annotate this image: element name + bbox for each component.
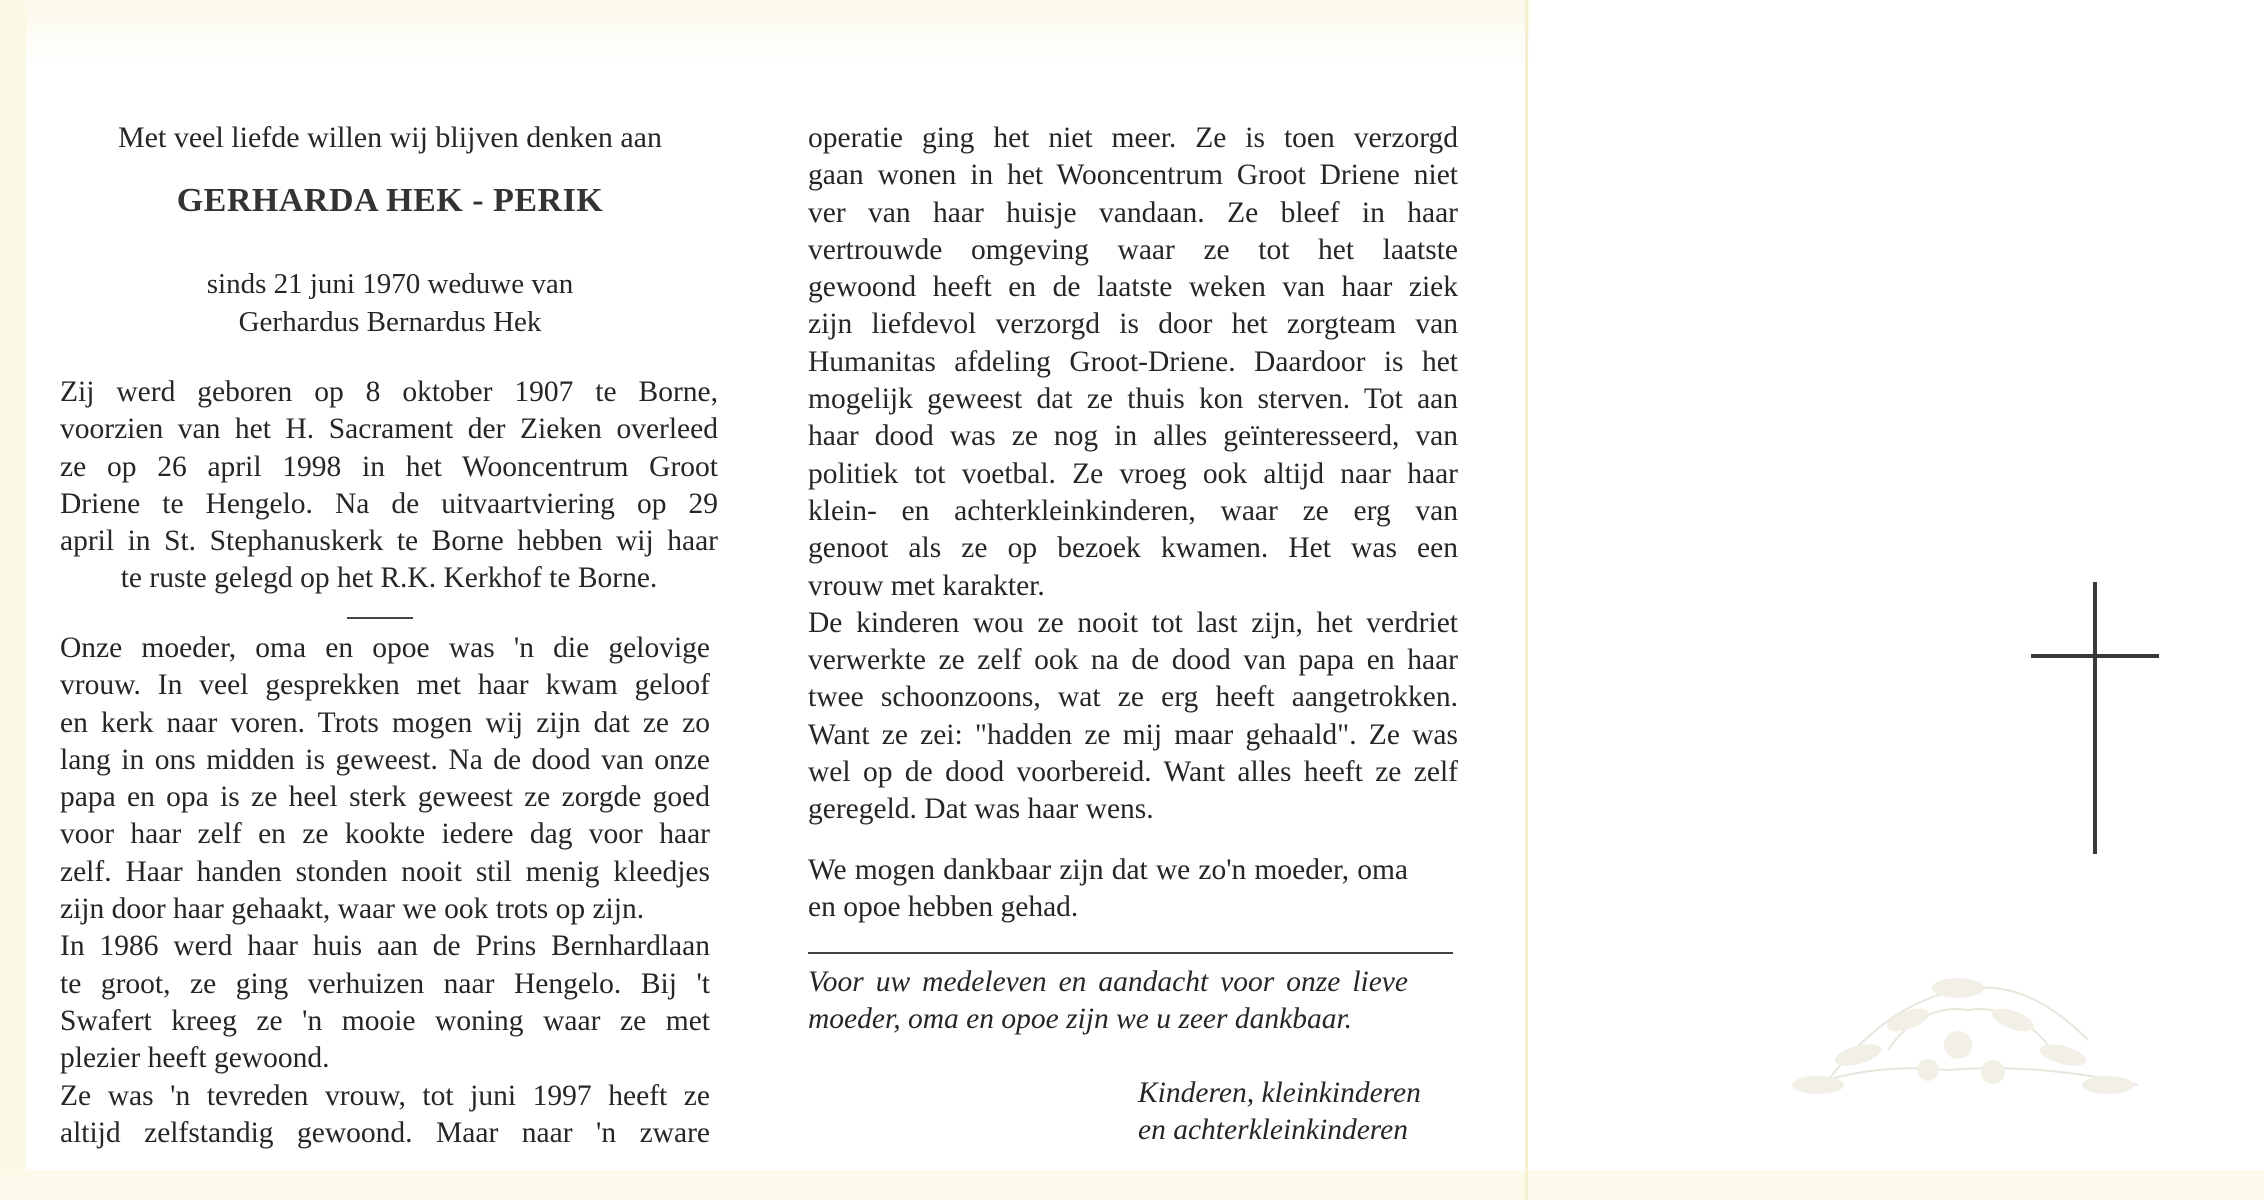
paper-edge-left xyxy=(0,0,26,1200)
text-line: zijn liefdevol verzorgd is door het zorgteam van xyxy=(808,308,1458,341)
flower-embossing-icon xyxy=(1708,880,2208,1120)
text-line: vrouw. In veel gesprekken met haar kwam geloof xyxy=(60,669,710,702)
text-line: moeder, oma en opoe zijn we u zeer dankbaar. xyxy=(808,1003,1353,1035)
family-signature xyxy=(1138,1075,1468,1149)
text-line: Ze was 'n tevreden vrouw, tot juni 1997 heeft ze xyxy=(60,1079,710,1112)
text-line: en opoe hebben gehad. xyxy=(808,891,1079,924)
text-line: ze op 26 april 1998 in het Wooncentrum Groot xyxy=(60,450,718,483)
section-divider xyxy=(347,617,413,619)
text-line: Zij werd geboren op 8 oktober 1907 te Borne, xyxy=(60,376,718,408)
closing-paragraph xyxy=(808,852,1408,927)
text-line: voorzien van het H. Sacrament der Zieken overleed xyxy=(60,413,718,446)
widow-info xyxy=(60,265,720,341)
text-line: mogelijk geweest dat ze thuis kon sterven. Tot aan xyxy=(808,383,1458,416)
text-line: verwerkte ze zelf ook na de dood van papa en haar xyxy=(808,644,1458,677)
cover-panel xyxy=(1528,0,2264,1200)
text-line: lang in ons midden is geweest. Na de dood van onze xyxy=(60,743,710,776)
text-line: genoot als ze op bezoek kwamen. Het was een xyxy=(808,532,1458,565)
signature-divider xyxy=(808,952,1453,954)
deceased-name: GERHARDA HEK - PERIK xyxy=(176,182,604,219)
text-line: We mogen dankbaar zijn dat we zo'n moeder, oma xyxy=(808,854,1408,886)
text-line: gewoond heeft en de laatste weken van haar ziek xyxy=(808,271,1458,304)
text-line: De kinderen wou ze nooit tot last zijn, het verdriet xyxy=(808,606,1458,639)
text-line: vertrouwde omgeving waar ze tot het laatste xyxy=(808,233,1458,266)
text-line: Voor uw medeleven en aandacht voor onze lieve xyxy=(808,966,1408,998)
text-line: In 1986 werd haar huis aan de Prins Bernhardlaan xyxy=(60,930,710,963)
birth-death-paragraph xyxy=(60,374,718,598)
widow-line: sinds 21 juni 1970 weduwe van xyxy=(206,268,574,300)
text-line: haar dood was ze nog in alles geïnteresseerd, van xyxy=(808,420,1458,453)
cross-icon-bar xyxy=(2031,654,2159,658)
text-line: operatie ging het niet meer. Ze is toen verzorgd xyxy=(808,122,1458,154)
text-line: te groot, ze ging verhuizen naar Hengelo. Bij 't xyxy=(60,967,710,1000)
text-line: april in St. Stephanuskerk te Borne hebben wij haar xyxy=(60,525,718,558)
cross-icon xyxy=(2093,582,2097,854)
signature-line: Kinderen, kleinkinderen xyxy=(1138,1077,1421,1109)
text-line: gaan wonen in het Wooncentrum Groot Driene niet xyxy=(808,159,1458,192)
widow-line: Gerhardus Bernardus Hek xyxy=(238,306,542,338)
text-line: klein- en achterkleinkinderen, waar ze erg van xyxy=(808,494,1458,527)
text-line: papa en opa is ze heel sterk geweest ze zorgde goed xyxy=(60,781,710,814)
text-line: Want ze zei: "hadden ze mij maar gehaald". Ze was xyxy=(808,718,1458,751)
left-panel xyxy=(60,0,720,1200)
thanks-note xyxy=(808,964,1408,1038)
text-line: zelf. Haar handen stonden nooit stil menig kleedjes xyxy=(60,855,710,888)
life-story-part-1 xyxy=(60,630,710,1152)
text-line: en kerk naar voren. Trots mogen wij zijn dat ze zo xyxy=(60,706,710,739)
text-line: zijn door haar gehaakt, waar we ook trots op zijn. xyxy=(60,893,645,926)
text-line: te ruste gelegd op het R.K. Kerkhof te Borne. xyxy=(120,562,658,595)
middle-panel xyxy=(808,0,1458,1200)
intro-text: Met veel liefde willen wij blijven denken aan xyxy=(118,121,662,154)
text-line: geregeld. Dat was haar wens. xyxy=(808,793,1154,826)
text-line: voor haar zelf en ze kookte iedere dag voor haar xyxy=(60,818,710,851)
text-line: politiek tot voetbal. Ze vroeg ook altijd naar haar xyxy=(808,457,1458,490)
text-line: vrouw met karakter. xyxy=(808,569,1045,602)
text-line: plezier heeft gewoond. xyxy=(60,1042,330,1075)
text-line: wel op de dood voorbereid. Want alles heeft ze zelf xyxy=(808,756,1458,789)
text-line: Driene te Hengelo. Na de uitvaartviering op 29 xyxy=(60,487,718,520)
life-story-part-2 xyxy=(808,120,1458,829)
text-line: Onze moeder, oma en opoe was 'n die gelovige xyxy=(60,632,710,664)
signature-line: en achterkleinkinderen xyxy=(1138,1114,1409,1146)
text-line: Swafert kreeg ze 'n mooie woning waar ze met xyxy=(60,1004,710,1037)
text-line: ver van haar huisje vandaan. Ze bleef in haar xyxy=(808,196,1458,229)
text-line: altijd zelfstandig gewoond. Maar naar 'n zware xyxy=(60,1116,710,1149)
text-line: twee schoonzoons, wat ze erg heeft aangetrokken. xyxy=(808,681,1458,714)
text-line: Humanitas afdeling Groot-Driene. Daardoor is het xyxy=(808,345,1458,378)
